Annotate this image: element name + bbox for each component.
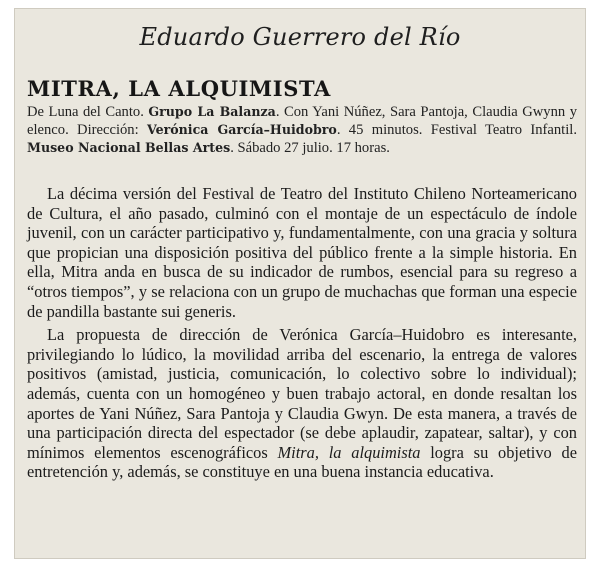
author-byline: Eduardo Guerrero del Río [139,23,461,51]
play-title-italic: Mitra, la alquimista [277,442,421,462]
newspaper-clipping [14,8,586,559]
paragraph-2 [27,325,577,482]
venue-name: Museo Nacional Bellas Artes [27,140,231,155]
director-name: Verónica García–Huidobro [146,122,337,137]
credits-text: De Luna del Canto. [27,104,149,120]
paragraph-text: logra su objetivo de entretención y, además, se constituye en una buena instancia educativa. [27,442,577,482]
paragraph-1: La décima versión del Festival de Teatro del Instituto Chileno Norteamericano de Cultura, el año pasado, culminó con el montaje de un espectáculo de índole juvenil, con un carácter participativo y, fundamentalmente, con una gracia y soltura que propician una disposición positiva del público frente a la simple historia. En ella, Mitra anda en busca de su indicador de rumbos, esencial para su regreso a “otros tiempos”, y se relaciona con un grupo de muchachas que forman una especie de pandilla bastante sui generis. [27,184,577,321]
article-title: MITRA, LA ALQUIMISTA [27,76,331,101]
credits-text: . 45 minutos. Festival Teatro Infantil. [336,122,577,138]
credits-text: . Sábado 27 julio. 17 horas. [230,140,390,156]
production-credits [27,103,577,157]
credits-text: . Con Yani Núñez, Sara Pantoja, Claudia Gwynn y elenco. Dirección: [27,104,578,138]
paragraph-text: La propuesta de dirección de Verónica García–Huidobro es interesante, privilegiando lo lúdico, la movilidad arriba del escenario, la entrega de valores positivos (amistad, justicia, comunicación, lo colectivo sobre lo individual); además, cuenta con un homogéneo y buen trabajo actoral, en donde resaltan los aportes de Yani Núñez, Sara Pantoja y Claudia Gwyn. De esta manera, a través de una participación directa del espectador (se debe aplaudir, zapatear, saltar), y con mínimos elementos escenográficos [27,325,577,462]
article-body [27,184,577,482]
company-name: Grupo La Balanza [148,104,276,119]
